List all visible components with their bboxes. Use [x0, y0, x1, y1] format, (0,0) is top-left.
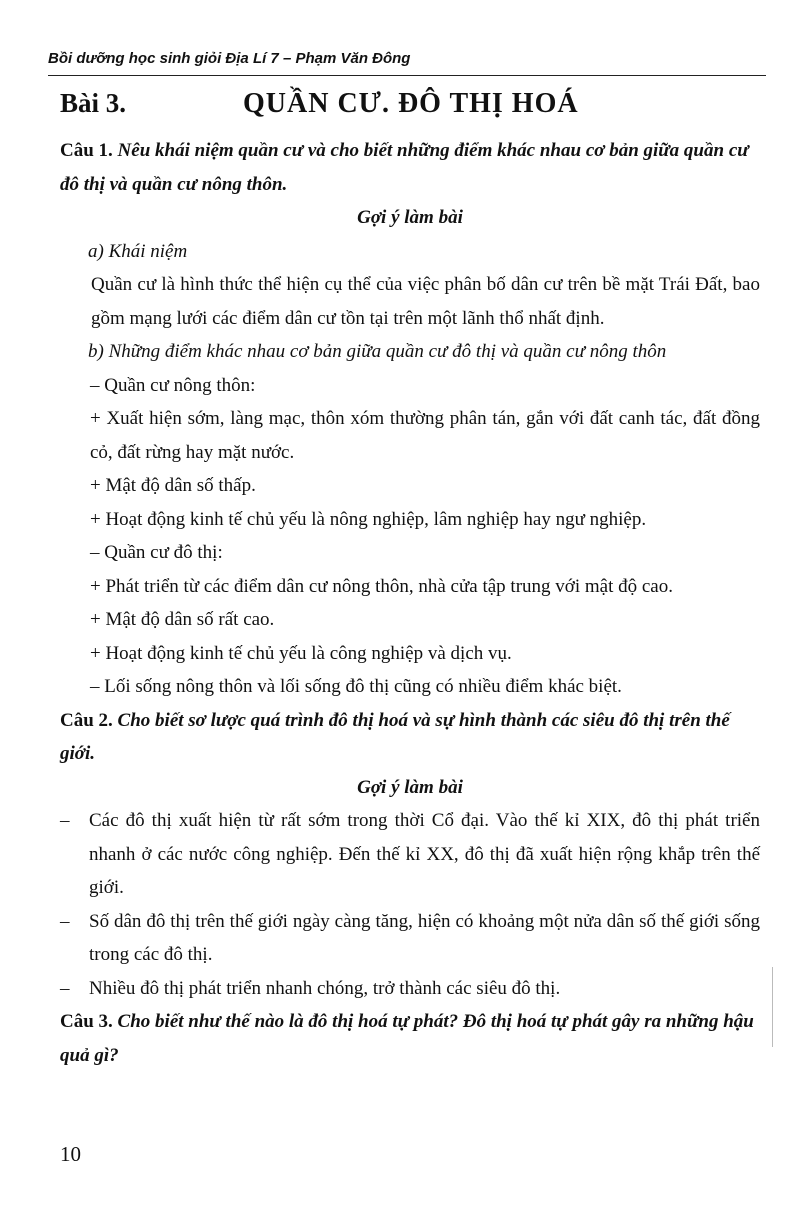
q2-point-3-text: Nhiều đô thị phát triển nhanh chóng, trở thành các siêu đô thị.	[89, 977, 561, 999]
lesson-title: QUẦN CƯ. ĐÔ THỊ HOÁ	[243, 88, 579, 119]
page-number: 10	[60, 1142, 81, 1166]
question-2-label: Câu 2.	[60, 709, 113, 731]
dash-marker: –	[60, 910, 70, 932]
section-a-heading: a) Khái niệm	[88, 240, 188, 262]
q2-point-1	[60, 804, 760, 905]
margin-mark	[772, 967, 773, 1047]
question-1	[60, 134, 760, 201]
section-b-heading: b) Những điểm khác nhau cơ bản giữa quần cư đô thị và quần cư nông thôn	[88, 341, 667, 362]
rural-heading: – Quần cư nông thôn:	[90, 374, 256, 396]
q2-point-2-text: Số dân đô thị trên thế giới ngày càng tăng, hiện có khoảng một nửa dân số thế giới sống trong các đô thị.	[89, 910, 760, 965]
question-2	[60, 704, 760, 771]
question-1-text: Nêu khái niệm quần cư và cho biết những điểm khác nhau cơ bản giữa quần cư đô thị và quần cư nông thôn.	[60, 140, 749, 195]
dash-marker: –	[60, 810, 70, 831]
rural-point-1: + Xuất hiện sớm, làng mạc, thôn xóm thường phân tán, gắn với đất canh tác, đất đồng cỏ, đất rừng hay mặt nước.	[90, 408, 760, 463]
question-3-label: Câu 3.	[60, 1011, 113, 1032]
question-1-label: Câu 1.	[60, 140, 113, 161]
rural-point-2: + Mật độ dân số thấp.	[90, 475, 256, 496]
question-3	[60, 1005, 760, 1072]
header-divider	[48, 75, 766, 76]
q2-point-1-text: Các đô thị xuất hiện từ rất sớm trong thời Cổ đại. Vào thế kỉ XIX, đô thị phát triển nhanh ở các nước công nghiệp. Đến thế kỉ XX, đô thị đã xuất hiện rộng khắp trên thế giới.	[89, 810, 760, 898]
question-2-text: Cho biết sơ lược quá trình đô thị hoá và sự hình thành các siêu đô thị trên thế giới.	[60, 709, 730, 764]
running-header: Bồi dưỡng học sinh giỏi Địa Lí 7 – Phạm Văn Đông	[48, 50, 411, 67]
q2-point-2	[60, 905, 760, 972]
page-content	[60, 134, 760, 1072]
urban-point-3: + Hoạt động kinh tế chủ yếu là công nghiệp và dịch vụ.	[90, 642, 512, 664]
urban-point-2: + Mật độ dân số rất cao.	[90, 609, 275, 630]
question-3-text: Cho biết như thế nào là đô thị hoá tự phát? Đô thị hoá tự phát gây ra những hậu quả gì?	[60, 1011, 754, 1066]
lesson-label: Bài 3.	[60, 88, 127, 118]
section-a-body: Quần cư là hình thức thể hiện cụ thể của việc phân bố dân cư trên bề mặt Trái Đất, bao gồm mạng lưới các điểm dân cư tồn tại trên một lãnh thổ nhất định.	[91, 274, 760, 329]
lesson-heading	[60, 88, 760, 128]
dash-marker: –	[60, 977, 70, 999]
rural-point-3: + Hoạt động kinh tế chủ yếu là nông nghiệp, lâm nghiệp hay ngư nghiệp.	[90, 508, 647, 530]
lifestyle-point: – Lối sống nông thôn và lối sống đô thị cũng có nhiều điểm khác biệt.	[90, 676, 622, 697]
question-1-hint: Gợi ý làm bài	[357, 207, 463, 228]
q2-point-3	[60, 972, 760, 1006]
urban-point-1: + Phát triển từ các điểm dân cư nông thôn, nhà cửa tập trung với mật độ cao.	[90, 575, 673, 597]
urban-heading: – Quần cư đô thị:	[90, 542, 223, 563]
question-2-hint: Gợi ý làm bài	[357, 776, 463, 798]
